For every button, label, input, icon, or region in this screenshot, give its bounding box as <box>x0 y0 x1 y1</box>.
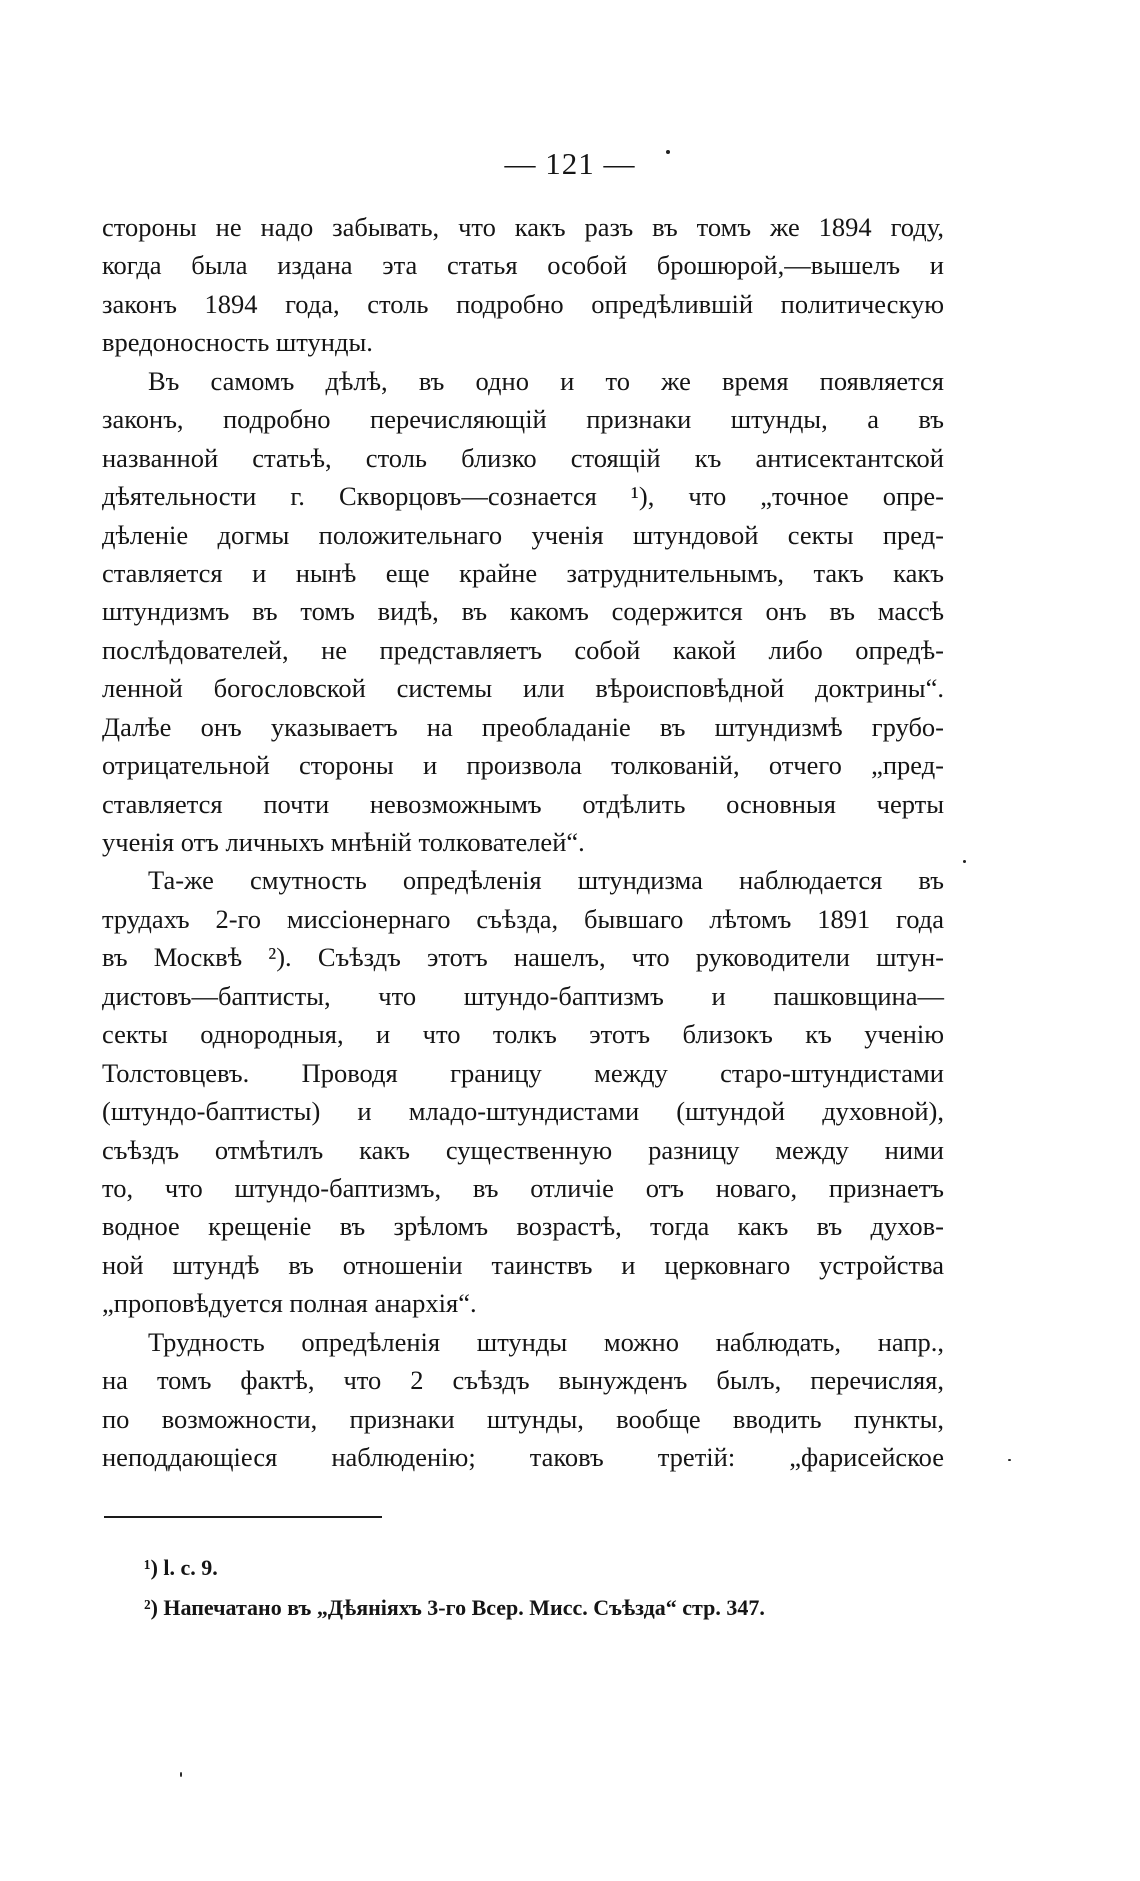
text-line: стороны не надо забывать, что какъ разъ въ томъ же 1894 году, <box>102 212 944 242</box>
footnote <box>144 1548 924 1588</box>
text-line: Далѣе онъ указываетъ на преобладаніе въ штундизмѣ грубо- <box>102 711 944 742</box>
text-line: вредоносность штунды. <box>102 327 373 358</box>
page-number: — 121 — <box>504 146 636 181</box>
text-line: по возможности, признаки штунды, вообще вводить пункты, <box>102 1403 944 1434</box>
footnote-marker: ¹) <box>144 1555 158 1580</box>
footnote-text: l. c. 9. <box>163 1555 218 1580</box>
text-line: Толстовцевъ. Проводя границу между старо-штундистами <box>102 1057 944 1088</box>
body-text <box>102 208 944 1476</box>
text-line: дѣятельности г. Скворцовъ—сознается ¹), что „точное опре- <box>102 481 944 512</box>
text-line: Трудность опредѣленія штунды можно наблюдать, напр., <box>148 1326 944 1357</box>
text-line: „проповѣдуется полная анархія“. <box>102 1288 477 1319</box>
text-line: дистовъ—баптисты, что штундо-баптизмъ и пашковщина— <box>102 980 944 1011</box>
footnotes <box>144 1548 924 1628</box>
footnote-marker: ²) <box>144 1595 158 1620</box>
text-line: штундизмъ въ томъ видѣ, въ какомъ содержится онъ въ массѣ <box>102 596 944 627</box>
text-line: Та-же смутность опредѣленія штундизма наблюдается въ <box>148 865 944 896</box>
print-speck <box>963 860 966 863</box>
text-line: законъ 1894 года, столь подробно опредѣлившій политическую <box>102 288 944 319</box>
footnote-text: Напечатано въ „Дѣяніяхъ 3-го Всер. Мисс. Съѣзда“ стр. 347. <box>163 1595 765 1620</box>
text-line: Въ самомъ дѣлѣ, въ одно и то же время появляется <box>148 365 944 396</box>
text-line: въ Москвѣ ²). Съѣздъ этотъ нашелъ, что руководители штун- <box>102 942 944 973</box>
text-line: на томъ фактѣ, что 2 съѣздъ вынужденъ былъ, перечисляя, <box>102 1365 944 1396</box>
text-line: ставляется почти невозможнымъ отдѣлить основныя черты <box>102 788 944 819</box>
text-line: (штундо-баптисты) и младо-штундистами (штундой духовной), <box>102 1096 944 1127</box>
text-line: секты однородныя, и что толкъ этотъ близокъ къ ученію <box>102 1019 944 1050</box>
footnote <box>144 1588 924 1628</box>
text-line: ставляется и нынѣ еще крайне затруднительнымъ, такъ какъ <box>102 557 944 588</box>
text-line: неподдающіеся наблюденію; таковъ третій: „фарисейское <box>102 1442 944 1472</box>
text-line: послѣдователей, не представляетъ собой какой либо опредѣ- <box>102 634 944 665</box>
print-speck <box>666 150 670 154</box>
text-line: когда была издана эта статья особой брошюрой,—вышелъ и <box>102 250 944 281</box>
text-line: отрицательной стороны и произвола толкованій, отчего „пред- <box>102 750 944 781</box>
text-line: трудахъ 2-го миссіонернаго съѣзда, бывшаго лѣтомъ 1891 года <box>102 903 944 934</box>
footnote-separator <box>104 1516 382 1518</box>
text-line: то, что штундо-баптизмъ, въ отличіе отъ новаго, признаетъ <box>102 1172 944 1203</box>
print-speck <box>180 1772 182 1777</box>
print-speck <box>1008 1459 1011 1461</box>
text-line: ной штундѣ въ отношеніи таинствъ и церковнаго устройства <box>102 1249 944 1280</box>
text-line: законъ, подробно перечисляющій признаки штунды, а въ <box>102 404 944 435</box>
text-line: ленной богословской системы или вѣроисповѣдной доктрины“. <box>102 673 944 704</box>
text-line: водное крещеніе въ зрѣломъ возрастѣ, тогда какъ въ духов- <box>102 1211 944 1242</box>
text-line: съѣздъ отмѣтилъ какъ существенную разницу между ними <box>102 1134 944 1165</box>
text-line: ученія отъ личныхъ мнѣній толкователей“. <box>102 827 585 857</box>
text-line: названной статьѣ, столь близко стоящій къ антисектантской <box>102 442 944 473</box>
text-line: дѣленіе догмы положительнаго ученія штундовой секты пред- <box>102 519 944 550</box>
